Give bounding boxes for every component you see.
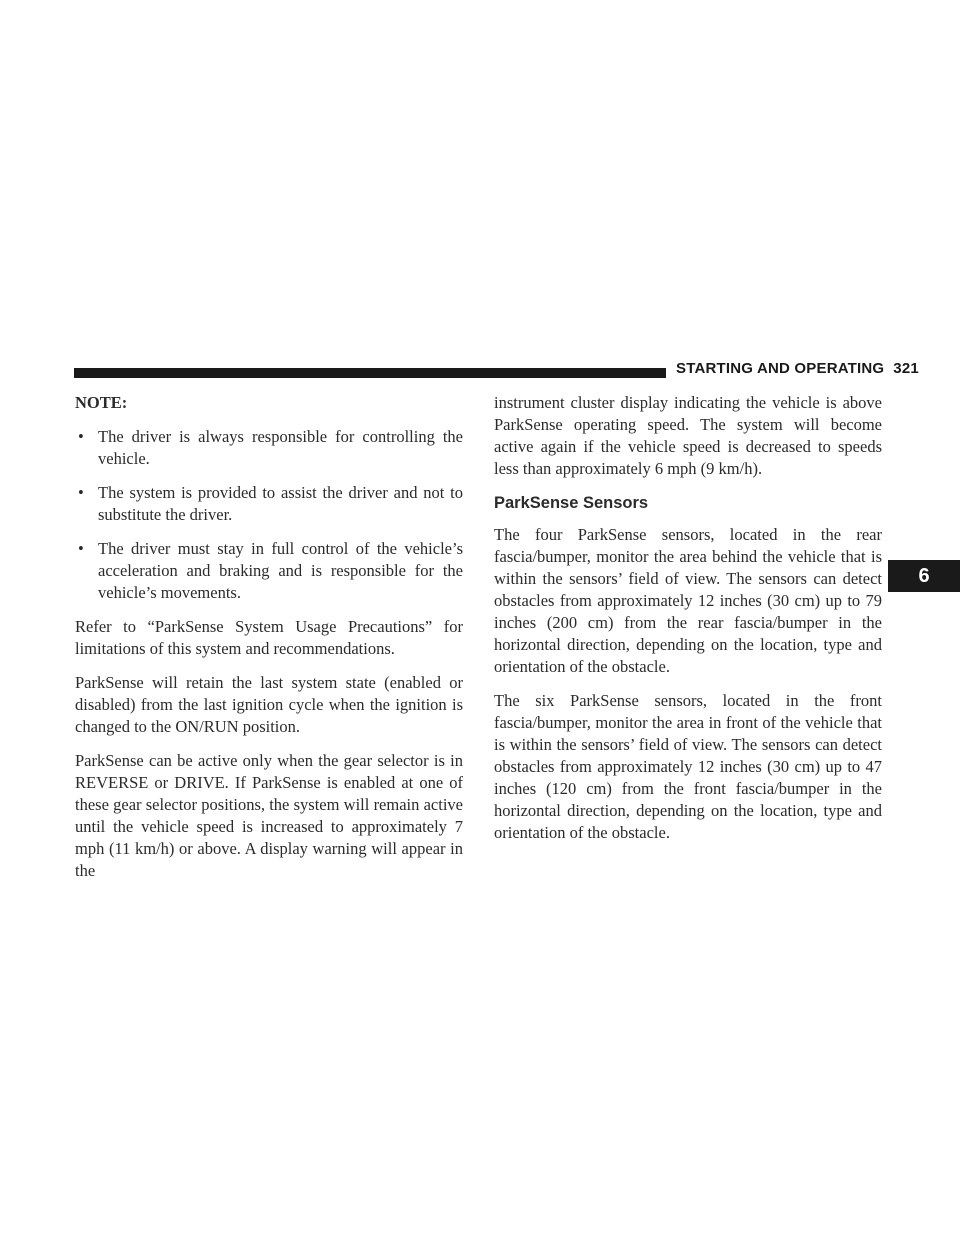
section-heading: ParkSense Sensors — [494, 494, 649, 512]
left-column — [75, 392, 463, 894]
paragraph-usage-precautions: Refer to “ParkSense System Usage Precautions” for limitations of this system and recommendations. — [75, 617, 463, 658]
note-label: NOTE: — [75, 393, 128, 412]
bullet-icon: • — [78, 539, 84, 558]
header-section-title: STARTING AND OPERATING — [676, 360, 885, 377]
right-column — [494, 392, 882, 856]
bullet-text: The system is provided to assist the driver and not to substitute the driver. — [98, 483, 463, 524]
paragraph-front-sensors: The six ParkSense sensors, located in the front fascia/bumper, monitor the area in front of the vehicle that is within the sensors’ field of view. The sensors can detect obstacles from approximately 12 inches (30 cm) up to 47 inches (120 cm) from the front fascia/bumper in the horizontal direction, depending on the location, type and orientation of the obstacle. — [494, 691, 882, 842]
paragraph-system-state: ParkSense will retain the last system state (enabled or disabled) from the last ignition cycle when the ignition is changed to the ON/RUN position. — [75, 673, 463, 736]
list-item — [75, 482, 463, 526]
bullet-text: The driver is always responsible for controlling the vehicle. — [98, 427, 463, 468]
list-item — [75, 538, 463, 604]
bullet-icon: • — [78, 483, 84, 502]
header-rule — [74, 368, 666, 378]
page-number: 321 — [893, 360, 919, 377]
list-item — [75, 426, 463, 470]
bullet-icon: • — [78, 427, 84, 446]
paragraph-rear-sensors: The four ParkSense sensors, located in the rear fascia/bumper, monitor the area behind the vehicle that is within the sensors’ field of view. The sensors can detect obstacles from approximately 12 inches (30 cm) up to 79 inches (200 cm) from the rear fascia/bumper in the horizontal direction, depending on the location, type and orientation of the obstacle. — [494, 525, 882, 676]
paragraph-continued: instrument cluster display indicating the vehicle is above ParkSense operating speed. The system will become active again if the vehicle speed is decreased to speeds less than approximately 6 mph (9 km/h). — [494, 393, 882, 478]
running-header — [676, 360, 919, 377]
note-bullet-list — [75, 426, 463, 604]
chapter-tab: 6 — [888, 560, 960, 592]
bullet-text: The driver must stay in full control of the vehicle’s acceleration and braking and is responsible for the vehicle’s movements. — [98, 539, 463, 602]
paragraph-active-conditions: ParkSense can be active only when the gear selector is in REVERSE or DRIVE. If ParkSense is enabled at one of these gear selector positions, the system will remain active until the vehicle speed is increased to approximately 7 mph (11 km/h) or above. A display warning will appear in the — [75, 751, 463, 880]
